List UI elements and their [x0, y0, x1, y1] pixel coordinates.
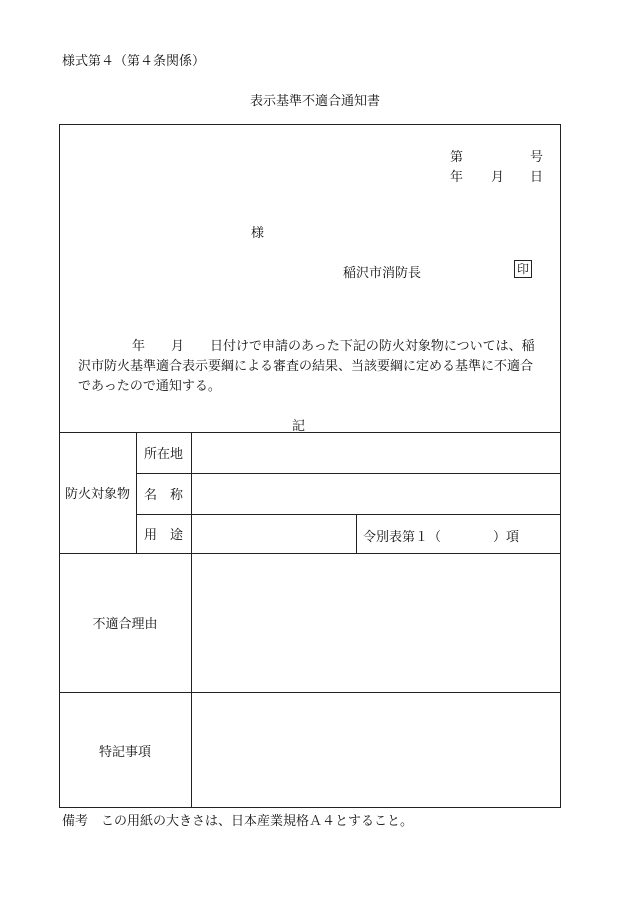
ki-label: 記	[292, 419, 306, 434]
number-go: 号	[530, 150, 544, 165]
usage-class: 令別表第１（ ）項	[363, 530, 520, 545]
issuer-name: 稲沢市消防長	[343, 266, 422, 281]
notice-body	[78, 337, 548, 397]
row-rule-1	[136, 473, 561, 474]
name-label: 名 称	[143, 488, 183, 503]
seal-mark	[514, 260, 532, 278]
body-line-3: であったので通知する。	[78, 379, 221, 394]
seal-text: 印	[514, 260, 532, 278]
usage-label-cell	[136, 514, 191, 553]
form-label: 様式第４（第４条関係）	[62, 54, 206, 69]
remarks-label-cell	[59, 692, 191, 808]
date-day: 日	[530, 170, 544, 185]
location-label-cell	[136, 432, 191, 473]
col-rule-3	[356, 514, 357, 553]
remarks-label: 特記事項	[98, 744, 151, 760]
footnote: 備考 この用紙の大きさは、日本産業規格Ａ４とすること。	[62, 814, 414, 829]
addressee-suffix: 様	[251, 226, 265, 241]
usage-label: 用 途	[143, 528, 183, 543]
group-label: 防火対象物	[64, 487, 130, 502]
number-dai: 第	[450, 150, 464, 165]
document-title: 表示基準不適合通知書	[249, 94, 380, 109]
date-month: 月	[491, 170, 505, 185]
col-rule-2	[191, 432, 192, 808]
location-label: 所在地	[143, 447, 183, 462]
reason-label: 不適合理由	[92, 617, 158, 632]
body-line-1: 年 月 日付けで申請のあった下記の防火対象物については、稲	[132, 339, 535, 354]
row-rule-2	[136, 514, 561, 515]
reason-label-cell	[59, 553, 191, 692]
name-label-cell	[136, 473, 191, 514]
group-label-cell	[59, 432, 136, 553]
body-line-2: 沢市防火基準適合表示要綱による審査の結果、当該要綱に定める基準に不適合	[78, 359, 534, 374]
date-year: 年	[450, 170, 464, 185]
